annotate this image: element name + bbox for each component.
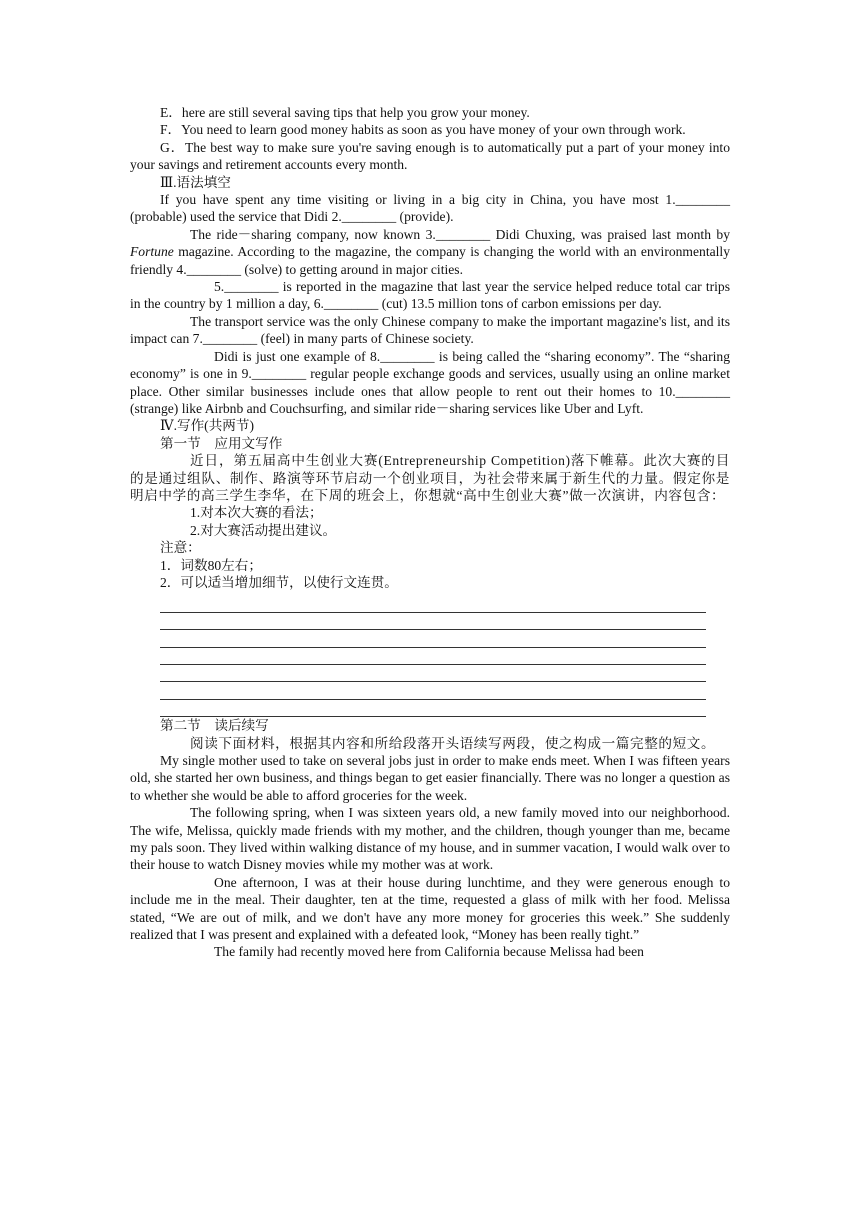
note-2: 2．可以适当增加细节，以使行文连贯。 bbox=[160, 574, 398, 590]
story-paragraph-2: The following spring, when I was sixteen years old, a new family moved into our neighborhood. The wife, Melissa, quickly made friends with my mother, and the children, though younger than me, became my pals soon. They lived within walking distance of my house, and in summer vacation, I would walk over to their house to watch Disney movies while my mother was at work. bbox=[130, 805, 730, 873]
magazine-name: Fortune bbox=[130, 244, 174, 260]
writing-line[interactable] bbox=[160, 613, 706, 630]
grammar-paragraph-1: If you have spent any time visiting or living in a big city in China, you have most 1.________ (probable) used the service that Didi 2.________ (provide). bbox=[130, 192, 730, 225]
document-page bbox=[130, 104, 730, 961]
grammar-paragraph-2-b: magazine. According to the magazine, the company is changing the world with an environmentally friendly 4.________ (solve) to getting around in major cities. bbox=[130, 244, 730, 277]
note-1: 1．词数80左右； bbox=[160, 557, 262, 573]
story-paragraph-1: My single mother used to take on several jobs just in order to make ends meet. When I was fifteen years old, she started her own business, and things began to get easier financially. There was no longer a question as to whether she would be able to afford groceries for the week. bbox=[130, 752, 730, 803]
grammar-paragraph-5: Didi is just one example of 8.________ is being called the “sharing economy”. The “sharing economy” is one in 9.________ regular people exchange goods and services, usually using an online market place. Other similar businesses include ones that allow people to rent out their homes to 10.________ (strange) like Airbnb and Couchsurfing, and similar ride－sharing services like Uber and Lyft. bbox=[130, 348, 730, 416]
writing-line[interactable] bbox=[160, 682, 706, 699]
writing-lines[interactable] bbox=[130, 595, 730, 717]
option-e: E．here are still several saving tips that help you grow your money. bbox=[160, 105, 530, 120]
part1-title: 第一节 应用文写作 bbox=[160, 435, 283, 451]
story-paragraph-4: The family had recently moved here from California because Melissa had been bbox=[214, 944, 644, 960]
writing-line[interactable] bbox=[160, 665, 706, 682]
story-paragraph-3: One afternoon, I was at their house during lunchtime, and they were generous enough to include me in the meal. Their daughter, ten at the time, requested a glass of milk with her food. Melissa stated, “We are out of milk, and we don't have any more money for groceries this week.” She suddenly realized that I was present and explained with a defeated look, “Money has been really tight.” bbox=[130, 874, 730, 942]
prompt-item-2: 2.对大赛活动提出建议。 bbox=[190, 522, 337, 538]
part2-intro: 阅读下面材料，根据其内容和所给段落开头语续写两段，使之构成一篇完整的短文。 bbox=[190, 735, 716, 751]
part1-prompt: 近日，第五届高中生创业大赛(Entrepreneurship Competition)落下帷幕。此次大赛的目的是通过组队、制作、路演等环节启动一个创业项目，为社会带来属于新生代的力量。假定你是明启中学的高三学生李华，在下周的班会上，你想就“高中生创业大赛”做一次演讲，内容包含： bbox=[130, 453, 730, 503]
note-title: 注意： bbox=[160, 540, 201, 556]
part2-title: 第二节 读后续写 bbox=[160, 718, 269, 734]
option-f: F．You need to learn good money habits as soon as you have money of your own through work. bbox=[160, 122, 686, 138]
writing-line[interactable] bbox=[160, 648, 706, 665]
writing-line[interactable] bbox=[160, 700, 706, 717]
prompt-item-1: 1.对本次大赛的看法； bbox=[190, 505, 323, 521]
section4-title: Ⅳ.写作(共两节) bbox=[160, 418, 255, 434]
writing-line[interactable] bbox=[160, 630, 706, 647]
option-g: G．The best way to make sure you're saving enough is to automatically put a part of your money into your savings and retirement accounts every month. bbox=[130, 139, 730, 173]
grammar-paragraph-3: 5.________ is reported in the magazine that last year the service helped reduce total car trips in the country by 1 million a day, 6.________ (cut) 13.5 million tons of carbon emissions per day. bbox=[130, 279, 730, 312]
writing-line[interactable] bbox=[160, 595, 706, 612]
grammar-paragraph-4: The transport service was the only Chinese company to make the important magazine's list, and its impact can 7.________ (feel) in many parts of Chinese society. bbox=[130, 313, 730, 347]
grammar-paragraph-2 bbox=[130, 226, 730, 278]
grammar-paragraph-2-a: The ride－sharing company, now known 3.________ Didi Chuxing, was praised last month by bbox=[190, 226, 730, 242]
section3-title: Ⅲ.语法填空 bbox=[160, 174, 231, 190]
